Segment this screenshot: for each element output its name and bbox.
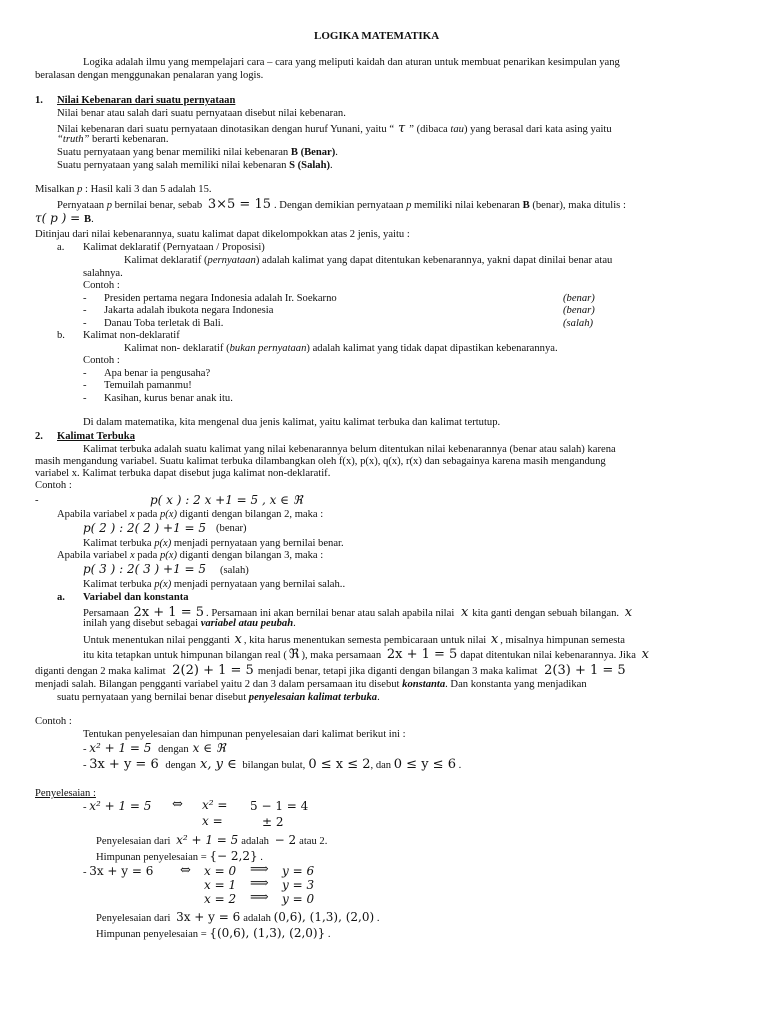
va-l2a: inilah yang disebut sebagai: [83, 618, 201, 629]
va-l3c: , misalnya himpunan semesta: [500, 635, 625, 646]
va-eq-b: 2x + 1 = 5: [386, 647, 458, 662]
contoh2-item-2: [83, 758, 461, 772]
ps2c: adalah: [243, 913, 271, 924]
tau-symbol: τ: [398, 121, 406, 136]
ex1-d: bernilai benar, sebab: [114, 200, 203, 211]
s2-line-3: variabel x. Kalimat terbuka dapat disebut juga kalimat non-deklaratif.: [35, 468, 331, 479]
va-x3: x: [234, 632, 242, 647]
s1-line-4a: Suatu pernyataan yang benar memiliki nilai kebenaran: [57, 147, 291, 158]
x-value: x = 1: [204, 878, 237, 892]
p2-equation: p( 2 ) : 2( 2 ) +1 = 5: [83, 521, 207, 535]
s2-line-2: masih mengandung variabel. Suatu kalimat terbuka dilambangkan oleh f(x), p(x), q(x), r(x) dan sebagainya karena masih mengandung: [35, 456, 606, 467]
c2-i2e: 0 ≤ x ≤ 2: [308, 757, 371, 772]
salah-label: S (Salah): [289, 160, 331, 171]
kb-mark: b.: [57, 330, 65, 341]
real-symbol: ℜ: [288, 647, 300, 662]
s1-line-5: [57, 161, 333, 172]
s2-line-1: Kalimat terbuka adalah suatu kalimat yang nilai kebenarannya belum ditentukan nilai kebenarannya (benar atau salah) karena: [83, 444, 616, 455]
ap2e: diganti dengan bilangan 3, maka :: [177, 550, 324, 561]
va-l3a: Untuk menentukan nilai pengganti: [83, 635, 230, 646]
va-l6b: konstanta: [402, 679, 446, 690]
va-eq3: 2(3) + 1 = 5: [544, 663, 626, 678]
kb-heading: Kalimat non-deklaratif: [83, 330, 180, 341]
kt1b: p(x): [154, 538, 172, 549]
benar-label: B (Benar): [290, 147, 336, 158]
va-l7b: penyelesaian kalimat terbuka: [248, 692, 378, 703]
kt1c: menjadi pernyataan yang bernilai benar.: [171, 538, 344, 549]
ka-d1b: ) adalah kalimat yang dapat ditentukan kebenarannya, yakni dapat dinilai benar atau: [255, 255, 613, 266]
pr1c: 5 − 1 = 4: [250, 799, 309, 813]
hp1c: .: [260, 852, 263, 863]
va-mark: a.: [57, 592, 65, 603]
s2-contoh: Contoh :: [35, 480, 72, 491]
ps1a: Penyelesaian dari: [96, 836, 171, 847]
peny-row-3: [83, 865, 153, 879]
kt2c: menjadi pernyataan yang bernilai salah..: [171, 579, 346, 590]
peny-hp-1: [96, 850, 263, 864]
va-x: x: [460, 605, 469, 620]
x-value: x = 2: [204, 892, 237, 906]
y-value: y = 6: [282, 864, 315, 878]
peny-sol-1: [96, 834, 327, 848]
ex1-line-3: [35, 212, 94, 226]
iff-symbol: ⇔: [172, 797, 183, 812]
va-l7a: suatu pernyataan yang bernilai benar disebut: [57, 692, 249, 703]
va-l4c: dapat ditentukan nilai kebenarannya. Jika: [460, 650, 636, 661]
intro-line-1: Logika adalah ilmu yang mempelajari cara – cara yang meliputi kaidah dan aturan untuk membuat penarikan kesimpulan yang: [83, 57, 620, 68]
list-item: Jakarta adalah ibukota negara Indonesia: [104, 305, 274, 316]
contoh2-task: Tentukan penyelesaian dan himpunan penyelesaian dari kalimat berikut ini :: [83, 729, 406, 740]
c2-i2c: x, y ∈: [199, 757, 237, 772]
pr2c: ± 2: [262, 815, 284, 829]
va-l6a: menjadi salah. Bilangan pengganti variabel yaitu 2 dan 3 dalam persamaan itu disebut: [35, 679, 403, 690]
va-l3b: , kita harus menentukan semesta pembicaraan untuk nilai: [243, 635, 487, 646]
hp2b: {(0,6), (1,3), (2,0)}: [209, 926, 326, 940]
kb-d1i: bukan pernyataan: [229, 343, 307, 354]
ex1-tau-p: τ( p ) =: [35, 211, 84, 225]
list-item-value: (benar): [563, 305, 595, 316]
va-x5: x: [641, 647, 649, 662]
implies-symbol: ⟹: [250, 876, 269, 891]
ap1e: diganti dengan bilangan 2, maka :: [177, 509, 324, 520]
ap2a: Apabila variabel: [57, 550, 130, 561]
implies-symbol: ⟹: [250, 862, 269, 877]
kt1a: Kalimat terbuka: [83, 538, 155, 549]
page-title: LOGIKA MATEMATIKA: [314, 30, 440, 42]
ap1d: p(x): [159, 509, 178, 520]
list-item: Kasihan, kurus benar anak itu.: [104, 393, 233, 404]
va-line-2: [83, 619, 296, 630]
s1-line-2b: ” (dibaca: [409, 124, 448, 135]
c2-i1c: x ∈ ℜ: [192, 741, 226, 755]
intro-line-2: beralasan dengan menggunakan penalaran yang logis.: [35, 70, 264, 81]
va-l4b: ), maka persamaan: [301, 650, 382, 661]
ditinjau-line: Ditinjau dari nilai kebenarannya, suatu kalimat dapat dikelompokkan atas 2 jenis, yaitu :: [35, 229, 410, 240]
contoh2-item-1: [83, 742, 226, 756]
va-heading: Variabel dan konstanta: [83, 592, 189, 603]
s1-line-2d: ) yang berasal dari kata asing yaitu: [463, 124, 612, 135]
kb-d1b: ) adalah kalimat yang tidak dapat dipastikan kebenarannya.: [306, 343, 558, 354]
c2-i1b: dengan: [158, 744, 189, 755]
list-item: Danau Toba terletak di Bali.: [104, 318, 224, 329]
s1-line-2a: Nilai kebenaran dari suatu pernyataan dinotasikan dengan huruf Yunani, yaitu “: [57, 124, 395, 135]
ap1b: x: [129, 509, 135, 520]
ka-mark: a.: [57, 242, 65, 253]
kt2b: p(x): [154, 579, 172, 590]
x-value: x = 0: [204, 864, 237, 878]
dash: -: [83, 802, 90, 813]
va-l5a: diganti dengan 2 maka kalimat: [35, 666, 166, 677]
ex1-p3: p: [406, 200, 412, 211]
ps1e: atau 2.: [299, 836, 328, 847]
ex1-line-1: [35, 185, 212, 196]
y-value: y = 3: [282, 878, 315, 892]
ps1d: − 2: [274, 833, 297, 847]
ex1-eq: 3×5 = 15: [207, 197, 271, 212]
section-1-heading: Nilai Kebenaran dari suatu pernyataan: [57, 95, 236, 106]
pr2b: x =: [202, 814, 223, 828]
va-l1c: kita ganti dengan sebuah bilangan.: [472, 608, 620, 619]
c2-i2d: bilangan bulat,: [242, 760, 306, 771]
s2-apabila-1: [57, 510, 323, 521]
peny-hp-2: [96, 927, 331, 941]
section-2-heading: Kalimat Terbuka: [57, 431, 135, 442]
ap1c: pada: [134, 509, 160, 520]
ex1-e: . Dengan demikian pernyataan: [274, 200, 404, 211]
ex1-g: B: [522, 200, 530, 211]
list-item-dash: -: [83, 368, 87, 379]
s2-kt2: [83, 580, 345, 591]
ap2c: pada: [134, 550, 160, 561]
kb-desc: [124, 344, 558, 355]
s1-line-4: [57, 148, 338, 159]
c2-i2g: 0 ≤ y ≤ 6: [393, 757, 456, 772]
c2-i2h: .: [458, 760, 462, 771]
list-item-value: (salah): [563, 318, 594, 329]
iff-symbol: ⇔: [180, 863, 191, 878]
s1-line-5c: .: [330, 160, 333, 171]
pr1b: x² =: [202, 798, 228, 812]
kb-contoh: Contoh :: [83, 355, 120, 366]
hp2a: Himpunan penyelesaian =: [96, 929, 207, 940]
va-eq: 2x + 1 = 5: [133, 605, 205, 620]
ex1-p: p: [77, 184, 83, 195]
va-l2b: variabel atau peubah: [200, 618, 294, 629]
c2-i2b: dengan: [165, 760, 196, 771]
s1-line-5a: Suatu pernyataan yang salah memiliki nilai kebenaran: [57, 160, 290, 171]
peny-sol-2: [96, 911, 380, 925]
va-line-4: [83, 648, 649, 662]
list-item-dash: -: [83, 293, 87, 304]
va-x4: x: [490, 632, 499, 647]
ps2a: Penyelesaian dari: [96, 913, 171, 924]
list-item-dash: -: [83, 318, 87, 329]
ex1-f: memiliki nilai kebenaran: [414, 200, 520, 211]
peny-row-1: [83, 800, 151, 814]
pr1a: x² + 1 = 5: [89, 799, 152, 813]
va-l5b: menjadi benar, tetapi jika diganti dengan bilangan 3 maka kalimat: [257, 666, 538, 677]
va-l1a: Persamaan: [83, 608, 129, 619]
hp1a: Himpunan penyelesaian =: [96, 852, 207, 863]
kt2a: Kalimat terbuka: [83, 579, 155, 590]
p3-equation: p( 3 ) : 2( 3 ) +1 = 5: [83, 562, 207, 576]
y-value: y = 0: [282, 892, 315, 906]
list-item-dash: -: [83, 393, 87, 404]
va-line-6: [35, 680, 587, 691]
c2-i2a: 3x + y = 6: [89, 757, 159, 772]
s2-apabila-2: [57, 551, 323, 562]
s1-line-2c: tau: [450, 124, 464, 135]
dimat-line: Di dalam matematika, kita mengenal dua jenis kalimat, yaitu kalimat terbuka dan kalimat tertutup.: [83, 417, 501, 428]
ex1-c: Pernyataan: [57, 200, 105, 211]
ex1-k: B: [84, 214, 92, 225]
hp1b: {− 2,2}: [209, 849, 258, 863]
s1-line-3: [57, 135, 169, 146]
ps2b: 3x + y = 6: [176, 910, 241, 924]
ka-contoh: Contoh :: [83, 280, 120, 291]
truth-word: “truth”: [57, 134, 90, 145]
va-x2: x: [624, 605, 633, 620]
pr3a: 3x + y = 6: [89, 864, 154, 878]
list-item-dash: -: [83, 380, 87, 391]
ps2d: (0,6), (1,3), (2,0): [273, 910, 375, 924]
ka-d1i: pernyataan: [207, 255, 256, 266]
va-line-5: [35, 664, 626, 678]
ap2d: p(x): [159, 550, 178, 561]
list-item: Temuilah pamanmu!: [104, 380, 192, 391]
va-line-3: [83, 633, 625, 647]
va-l4a: itu kita tetapkan untuk himpunan bilangan real (: [83, 650, 287, 661]
ex1-h: (benar), maka ditulis :: [532, 200, 626, 211]
dash: -: [83, 760, 90, 771]
hp2c: .: [327, 929, 331, 940]
va-l2c: .: [293, 618, 296, 629]
list-item: Presiden pertama negara Indonesia adalah Ir. Soekarno: [104, 293, 337, 304]
va-l1b: . Persamaan ini akan bernilai benar atau salah apabila nilai: [206, 608, 455, 619]
ps1b: x² + 1 = 5: [176, 833, 239, 847]
section-2-number: 2.: [35, 431, 43, 442]
c2-i1a: x² + 1 = 5: [89, 741, 152, 755]
ka-desc-2: salahnya.: [83, 268, 123, 279]
ap2b: x: [129, 550, 135, 561]
ap1a: Apabila variabel: [57, 509, 130, 520]
ka-d1: Kalimat deklaratif (: [124, 255, 208, 266]
va-l7c: .: [377, 692, 380, 703]
list-item-dash: -: [83, 305, 87, 316]
list-item-value: (benar): [563, 293, 595, 304]
c2-i2f: , dan: [370, 760, 392, 771]
contoh2-label: Contoh :: [35, 716, 72, 727]
kb-d1: Kalimat non- deklaratif (: [124, 343, 230, 354]
dash: -: [83, 744, 90, 755]
peny-label: Penyelesaian :: [35, 788, 96, 799]
s2-dash: -: [35, 495, 39, 506]
ps2e: .: [376, 913, 380, 924]
ex1-kdot: .: [91, 214, 94, 225]
ex1-p2: p: [106, 200, 113, 211]
va-l6c: . Dan konstanta yang menjadikan: [445, 679, 587, 690]
p3-salah: (salah): [220, 565, 249, 576]
va-line-7: [57, 693, 380, 704]
p2-benar: (benar): [216, 523, 247, 534]
s2-kt1: [83, 539, 344, 550]
ka-heading: Kalimat deklaratif (Pernyataan / Proposisi): [83, 242, 265, 253]
ka-desc-1: [124, 256, 612, 267]
s1-line-4c: .: [335, 147, 338, 158]
dash: -: [83, 867, 90, 878]
ex1-b: : Hasil kali 3 dan 5 adalah 15.: [85, 184, 212, 195]
ps1c: adalah: [241, 836, 269, 847]
s1-line-3b: berarti kebenaran.: [89, 134, 169, 145]
s1-line-1: Nilai benar atau salah dari suatu pernyataan disebut nilai kebenaran.: [57, 108, 346, 119]
px-equation: p( x ) : 2 x +1 = 5 , x ∈ ℜ: [150, 493, 303, 507]
ex1-a: Misalkan: [35, 184, 75, 195]
section-1-number: 1.: [35, 95, 43, 106]
ex1-line-2: [57, 198, 626, 212]
implies-symbol: ⟹: [250, 890, 269, 905]
list-item: Apa benar ia pengusaha?: [104, 368, 211, 379]
va-eq2: 2(2) + 1 = 5: [172, 663, 254, 678]
